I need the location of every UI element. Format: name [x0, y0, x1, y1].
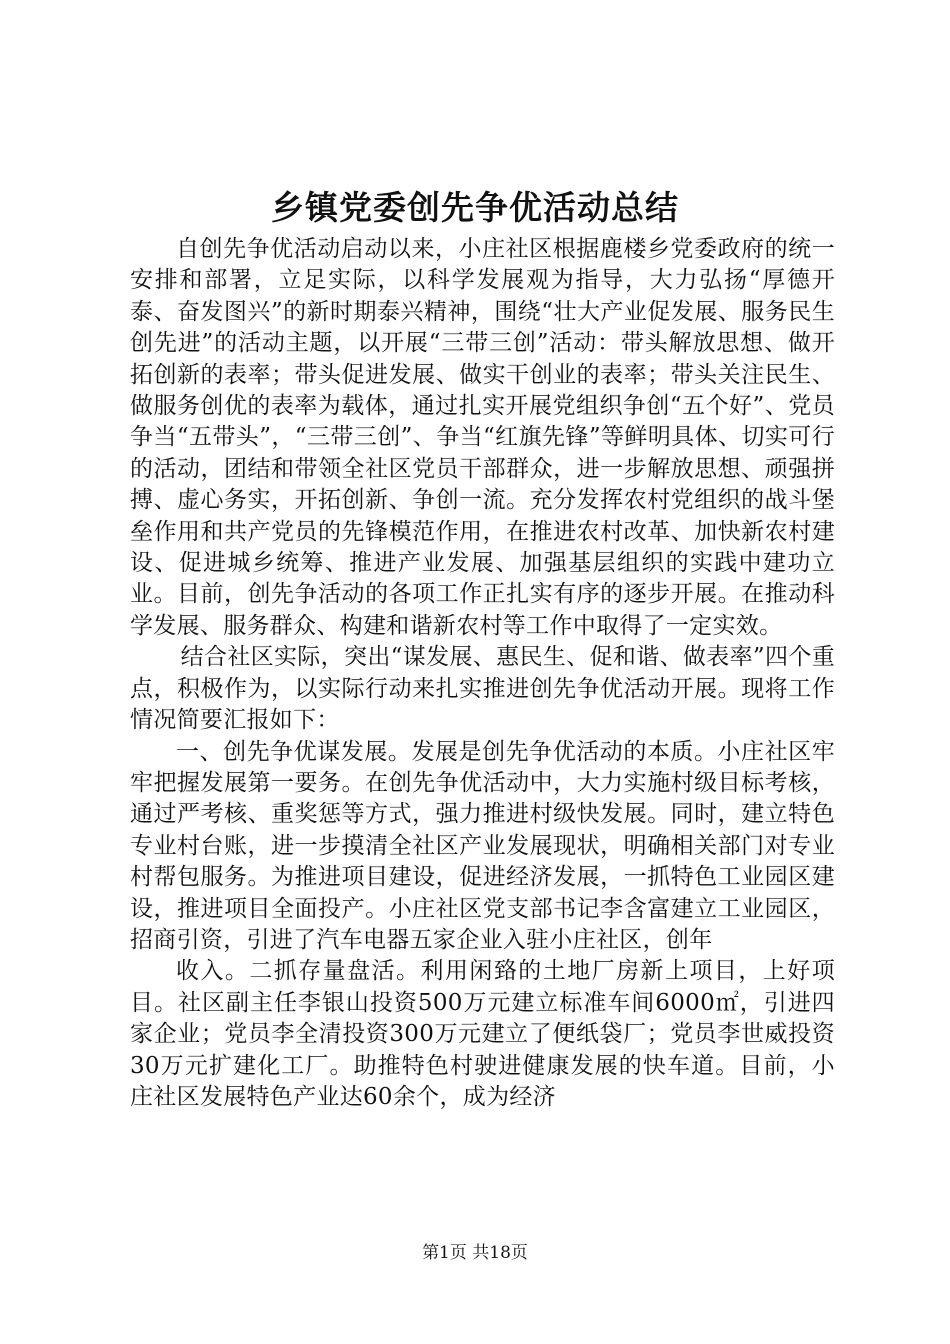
page-footer: 第1页 共18页 [422, 1243, 528, 1263]
document-body [130, 234, 835, 1113]
paragraph-summary: 结合社区实际，突出“谋发展、惠民生、促和谐、做表率”四个重点，积极作为，以实际行动来扎实推进创先争优活动开展。现将工作情况简要汇报如下： [130, 644, 835, 734]
document-title: 乡镇党委创先争优活动总结 [271, 188, 679, 227]
paragraph-section-one: 一、创先争优谋发展。发展是创先争优活动的本质。小庄社区牢牢把握发展第一要务。在创先争优活动中，大力实施村级目标考核，通过严考核、重奖惩等方式，强力推进村级快发展。同时，建立特色专业村台账，进一步摸清全社区产业发展现状，明确相关部门对专业村帮包服务。为推进项目建设，促进经济发展，一抓特色工业园区建设，推进项目全面投产。小庄社区党支部书记李含富建立工业园区，招商引资，引进了汽车电器五家企业入驻小庄社区，创年 [130, 738, 835, 953]
paragraph-intro: 自创先争优活动启动以来，小庄社区根据鹿楼乡党委政府的统一安排和部署，立足实际，以科学发展观为指导，大力弘扬“厚德开泰、奋发图兴”的新时期泰兴精神，围绕“壮大产业促发展、服务民生创先进”的活动主题，以开展“三带三创”活动：带头解放思想、做开拓创新的表率；带头促进发展、做实干创业的表率；带头关注民生、做服务创优的表率为载体，通过扎实开展党组织争创“五个好”、党员争当“五带头”，“三带三创”、争当“红旗先锋”等鲜明具体、切实可行的活动，团结和带领全社区党员干部群众，进一步解放思想、顽强拼搏、虚心务实，开拓创新、争创一流。充分发挥农村党组织的战斗堡垒作用和共产党员的先锋模范作用，在推进农村改革、加快新农村建设、促进城乡统筹、推进产业发展、加强基层组织的实践中建功立业。目前，创先争活动的各项工作正扎实有序的逐步开展。在推动科学发展、服务群众、构建和谐新农村等工作中取得了一定实效。 [130, 236, 835, 639]
paragraph-section-one-continued: 收入。二抓存量盘活。利用闲臵的土地厂房新上项目，上好项目。社区副主任李银山投资500万元建立标准车间6000㎡，引进四家企业；党员李全清投资300万元建立了便纸袋厂；党员李世威投资30万元扩建化工厂。助推特色村驶进健康发展的快车道。目前，小庄社区发展特色产业达60余个，成为经济 [130, 958, 835, 1110]
